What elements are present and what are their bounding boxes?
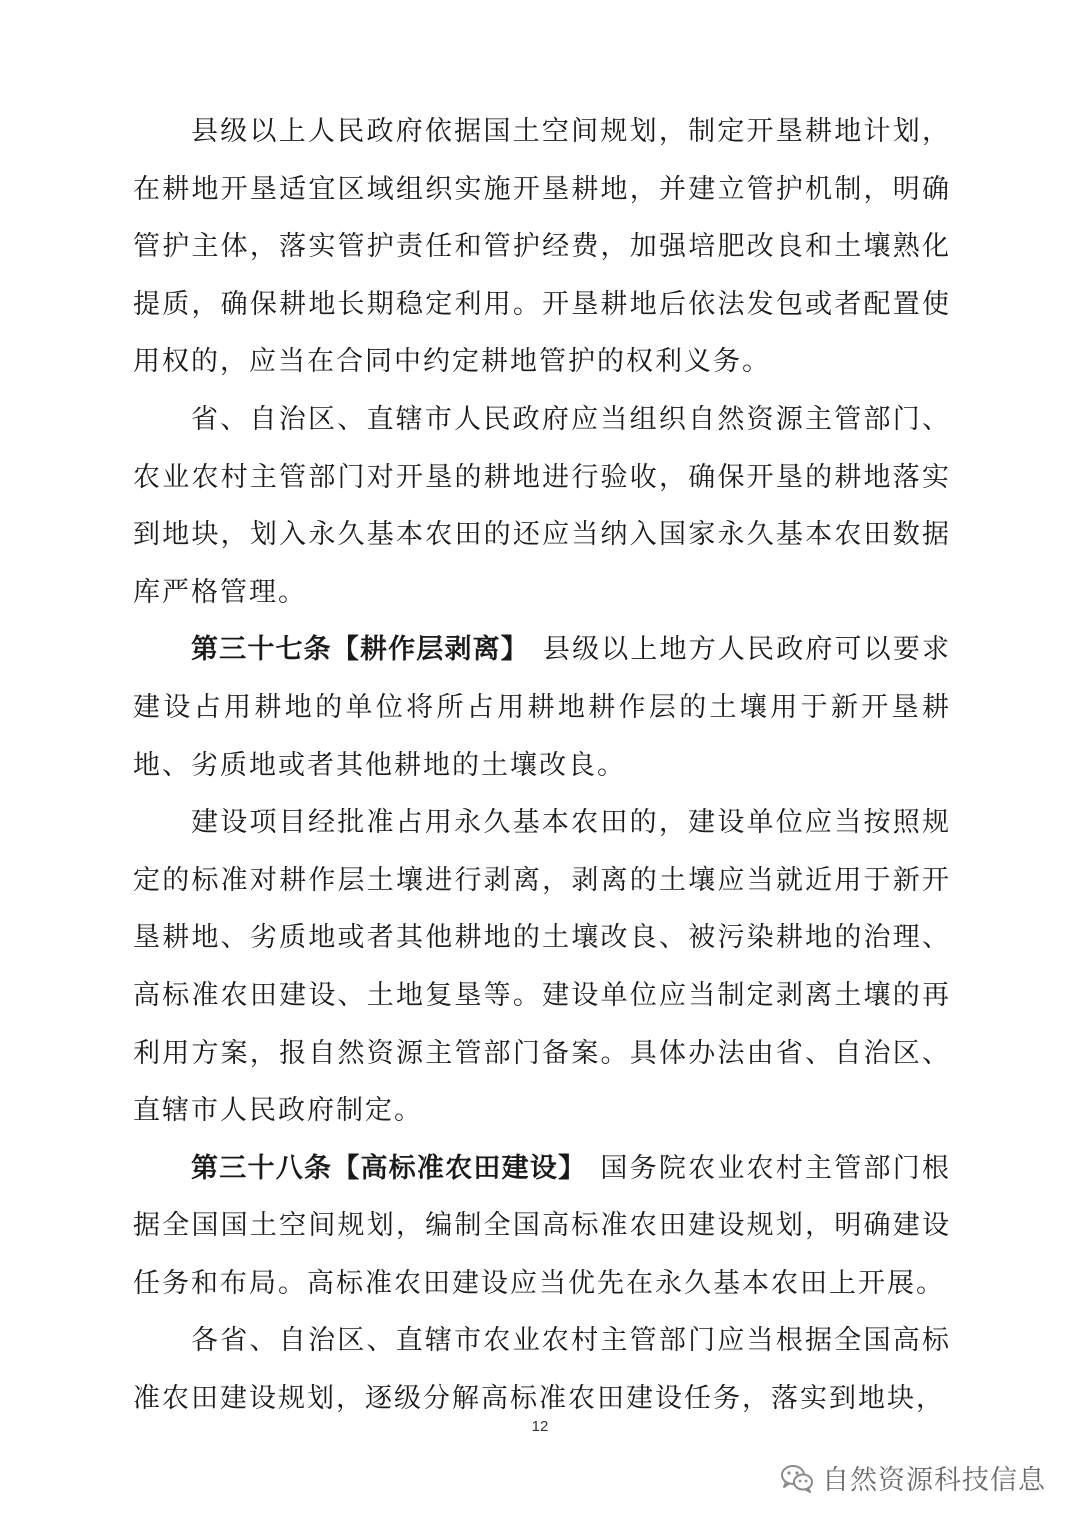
paragraph-text: 县级以上人民政府依据国土空间规划，制定开垦耕地计划，在耕地开垦适宜区域组织实施开垦耕地，并建立管护机制，明确管护主体，落实管护责任和管护经费，加强培肥改良和土壤熟化提质，确保耕地长期稳定利用。开垦耕地后依法发包或者配置使用权的，应当在合同中约定耕地管护的权利义务。: [133, 116, 951, 378]
watermark: [780, 1458, 1046, 1497]
article-38-paragraph: [133, 1140, 951, 1313]
paragraph: [133, 391, 951, 621]
paragraph-text: 国务院农业农村主管部门根据全国国土空间规划，编制全国高标准农田建设规划，明确建设任务和布局。高标准农田建设应当优先在永久基本农田上开展。: [133, 1152, 951, 1299]
paragraph-text: 县级以上地方人民政府可以要求建设占用耕地的单位将所占用耕地耕作层的土壤用于新开垦耕地、劣质地或者其他耕地的土壤改良。: [133, 634, 952, 781]
document-body: [133, 103, 951, 1428]
article-title: 第三十八条【高标准农田建设】: [191, 1152, 587, 1184]
page-number: 12: [531, 1418, 549, 1435]
wechat-icon: [780, 1463, 814, 1493]
article-title: 第三十七条【耕作层剥离】: [191, 634, 529, 666]
watermark-text: 自然资源科技信息: [822, 1465, 1046, 1496]
paragraph-text: 各省、自治区、直辖市农业农村主管部门应当根据全国高标准农田建设规划，逐级分解高标准农田建设任务，落实到地块，: [133, 1325, 951, 1415]
paragraph-text: 建设项目经批准占用永久基本农田的，建设单位应当按照规定的标准对耕作层土壤进行剥离，剥离的土壤应当就近用于新开垦耕地、劣质地或者其他耕地的土壤改良、被污染耕地的治理、高标准农田建设、土地复垦等。建设单位应当制定剥离土壤的再利用方案，报自然资源主管部门备案。具体办法由省、自治区、直辖市人民政府制定。: [133, 807, 951, 1127]
paragraph: [133, 103, 951, 391]
article-37-paragraph: [133, 621, 951, 794]
paragraph-text: 省、自治区、直辖市人民政府应当组织自然资源主管部门、农业农村主管部门对开垦的耕地进行验收，确保开垦的耕地落实到地块，划入永久基本农田的还应当纳入国家永久基本农田数据库严格管理。: [133, 403, 951, 608]
paragraph: [133, 1312, 951, 1427]
paragraph: [133, 794, 951, 1140]
